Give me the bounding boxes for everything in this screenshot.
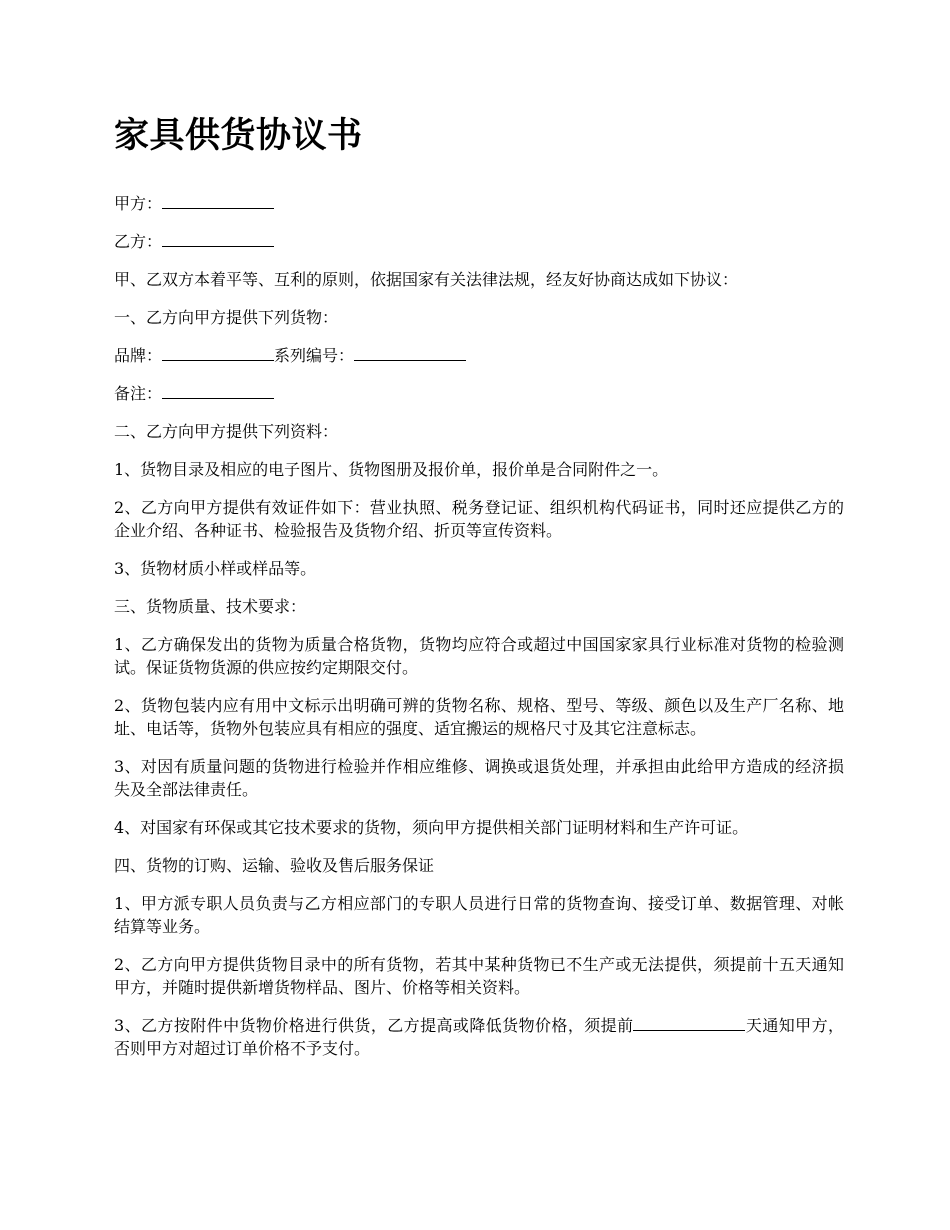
s2-item2: 2、乙方向甲方提供有效证件如下：营业执照、税务登记证、组织机构代码证书，同时还应提供乙方的企业介绍、各种证书、检验报告及货物介绍、折页等宣传资料。: [114, 498, 844, 540]
remark-label: 备注：: [114, 384, 163, 403]
notice-days-blank: [633, 1016, 745, 1031]
s2-item3: 3、货物材质小样或样品等。: [114, 559, 317, 578]
party-a-line: [114, 192, 844, 215]
s2-item1: 1、货物目录及相应的电子图片、货物图册及报价单，报价单是合同附件之一。: [114, 460, 669, 479]
brand-line: [114, 344, 844, 367]
s3-item3: 3、对因有质量问题的货物进行检验并作相应维修、调换或退货处理，并承担由此给甲方造成的经济损失及全部法律责任。: [114, 757, 844, 799]
remark-blank: [162, 384, 274, 399]
series-blank: [354, 346, 466, 361]
section2-heading: 二、乙方向甲方提供下列资料：: [114, 422, 339, 441]
party-a-label: 甲方：: [114, 194, 163, 213]
s4-item3-after: 天通知甲方，否则甲方对超过订单价格不予支付。: [114, 1016, 844, 1058]
party-b-line: [114, 230, 844, 253]
s4-item1: 1、甲方派专职人员负责与乙方相应部门的专职人员进行日常的货物查询、接受订单、数据管理、对帐结算等业务。: [114, 894, 844, 936]
s4-item3-before: 3、乙方按附件中货物价格进行供货，乙方提高或降低货物价格，须提前: [114, 1016, 634, 1035]
s3-item2: 2、货物包装内应有用中文标示出明确可辨的货物名称、规格、型号、等级、颜色以及生产厂名称、地址、电话等，货物外包装应具有相应的强度、适宜搬运的规格尺寸及其它注意标志。: [114, 696, 844, 738]
section1-heading: 一、乙方向甲方提供下列货物：: [114, 308, 339, 327]
brand-blank: [162, 346, 274, 361]
section3-heading: 三、货物质量、技术要求：: [114, 597, 307, 616]
brand-label: 品牌：: [114, 346, 163, 365]
document-title: 家具供货协议书: [114, 115, 363, 156]
section4-heading: 四、货物的订购、运输、验收及售后服务保证: [114, 856, 435, 875]
remark-line: [114, 382, 844, 405]
party-a-blank: [162, 194, 274, 209]
s3-item4: 4、对国家有环保或其它技术要求的货物，须向甲方提供相关部门证明材料和生产许可证。: [114, 818, 749, 837]
party-b-label: 乙方：: [114, 232, 163, 251]
s4-item2: 2、乙方向甲方提供货物目录中的所有货物，若其中某种货物已不生产或无法提供，须提前十五天通知甲方，并随时提供新增货物样品、图片、价格等相关资料。: [114, 955, 844, 997]
document-page: [114, 108, 844, 1075]
party-b-blank: [162, 232, 274, 247]
intro-paragraph: 甲、乙双方本着平等、互利的原则，依据国家有关法律法规，经友好协商达成如下协议：: [114, 270, 739, 289]
s4-item3: [114, 1014, 844, 1060]
s3-item1: 1、乙方确保发出的货物为质量合格货物，货物均应符合或超过中国国家家具行业标准对货物的检验测试。保证货物货源的供应按约定期限交付。: [114, 635, 844, 677]
series-label: 系列编号：: [274, 346, 355, 365]
